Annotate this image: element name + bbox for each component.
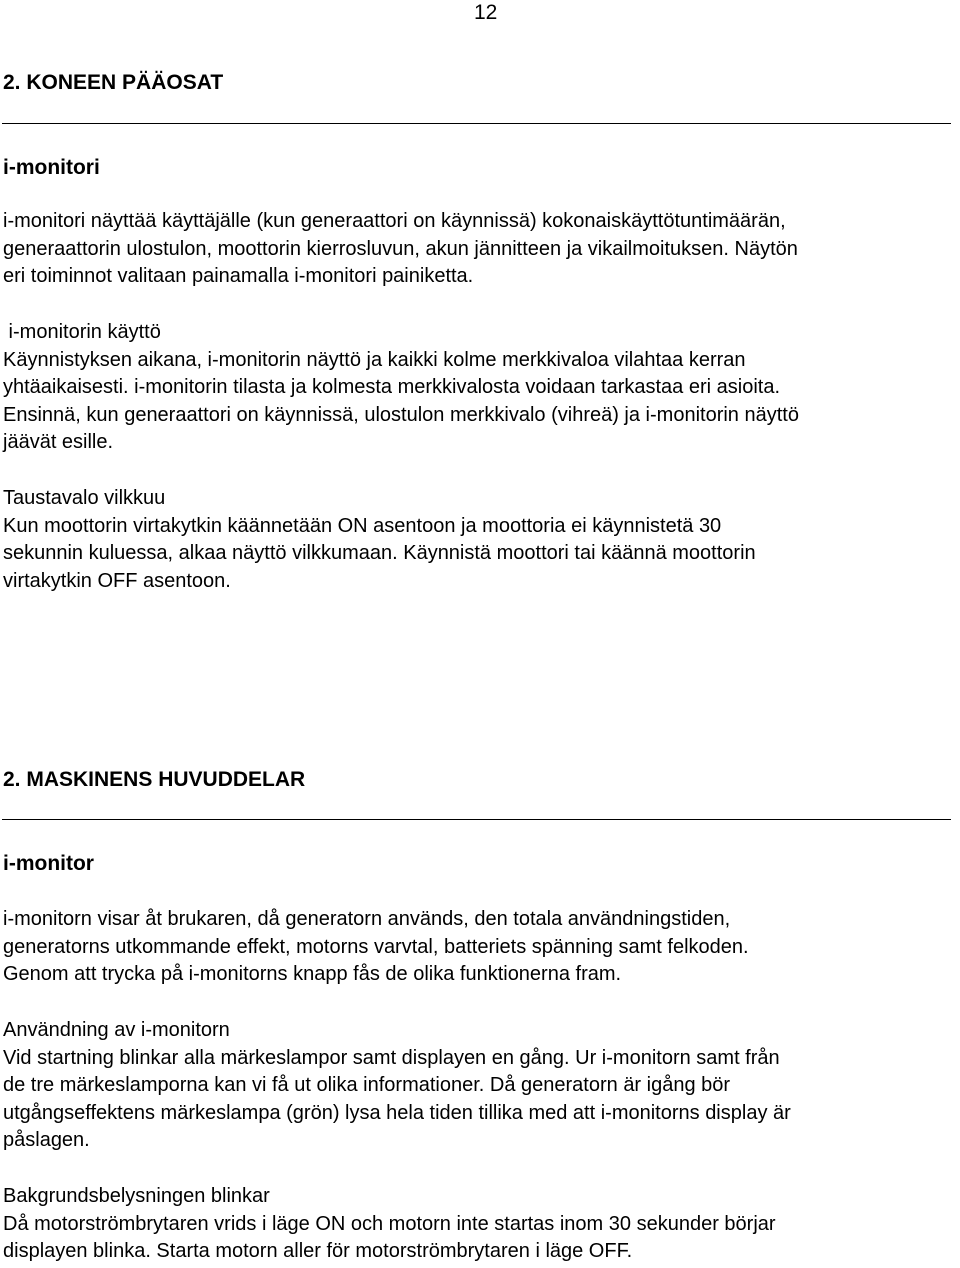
text-line: Vid startning blinkar alla märkeslampor samt displayen en gång. Ur i-monitorn samt från (3, 1046, 780, 1069)
text-line: generaattorin ulostulon, moottorin kierrosluvun, akun jännitteen ja vikailmoituksen. Näytön (3, 237, 798, 260)
subheading-swedish: i-monitor (3, 852, 94, 875)
text-line: displayen blinka. Starta motorn aller för motorströmbrytaren i läge OFF. (3, 1240, 633, 1263)
text-line: utgångseffektens märkeslampa (grön) lysa hela tiden tillika med att i-monitorns display är (3, 1101, 791, 1124)
heading-rule-swedish (2, 819, 951, 820)
section-heading-finnish: 2. KONEEN PÄÄOSAT (3, 71, 224, 94)
text-line: Ensinnä, kun generaattori on käynnissä, ulostulon merkkivalo (vihreä) ja i-monitorin näyttö (3, 403, 799, 426)
text-line: Käynnistyksen aikana, i-monitorin näyttö ja kaikki kolme merkkivaloa vilahtaa kerran (3, 348, 746, 371)
text-line: generatorns utkommande effekt, motorns varvtal, batteriets spänning samt felkoden. (3, 935, 749, 958)
usage-paragraph-swedish (3, 1017, 960, 1155)
intro-paragraph-swedish (3, 906, 960, 989)
usage-title: Användning av i-monitorn (3, 1019, 230, 1041)
backlight-title: Taustavalo vilkkuu (3, 487, 166, 509)
heading-rule-finnish (2, 123, 951, 124)
text-line: Kun moottorin virtakytkin käännetään ON asentoon ja moottoria ei käynnistetä 30 (3, 514, 722, 537)
backlight-title: Bakgrundsbelysningen blinkar (3, 1185, 270, 1207)
text-line: Då motorströmbrytaren vrids i läge ON och motorn inte startas inom 30 sekunder börjar (3, 1212, 776, 1235)
text-line: i-monitori näyttää käyttäjälle (kun generaattori on käynnissä) kokonaiskäyttötuntimäärän, (3, 210, 786, 232)
page-number: 12 (474, 1, 498, 24)
text-line: i-monitorn visar åt brukaren, då generatorn används, den totala användningstiden, (3, 908, 731, 930)
section-heading-swedish: 2. MASKINENS HUVUDDELAR (3, 768, 306, 791)
text-line: virtakytkin OFF asentoon. (3, 569, 231, 592)
backlight-paragraph-swedish (3, 1183, 960, 1266)
text-line: yhtäaikaisesti. i-monitorin tilasta ja kolmesta merkkivalosta voidaan tarkastaa eri asioita. (3, 376, 781, 399)
text-line: jäävät esille. (3, 431, 114, 454)
text-line: sekunnin kuluessa, alkaa näyttö vilkkumaan. Käynnistä moottori tai käännä moottorin (3, 542, 756, 565)
usage-title: i-monitorin käyttö (3, 321, 161, 343)
intro-paragraph-finnish (3, 208, 960, 291)
backlight-paragraph-finnish (3, 485, 960, 595)
usage-paragraph-finnish (3, 319, 960, 457)
text-line: påslagen. (3, 1129, 90, 1152)
subheading-finnish: i-monitori (3, 156, 100, 179)
text-line: Genom att trycka på i-monitorns knapp fås de olika funktionerna fram. (3, 963, 622, 986)
text-line: de tre märkeslamporna kan vi få ut olika informationer. Då generatorn är igång bör (3, 1074, 731, 1097)
text-line: eri toiminnot valitaan painamalla i-monitori painiketta. (3, 265, 474, 288)
